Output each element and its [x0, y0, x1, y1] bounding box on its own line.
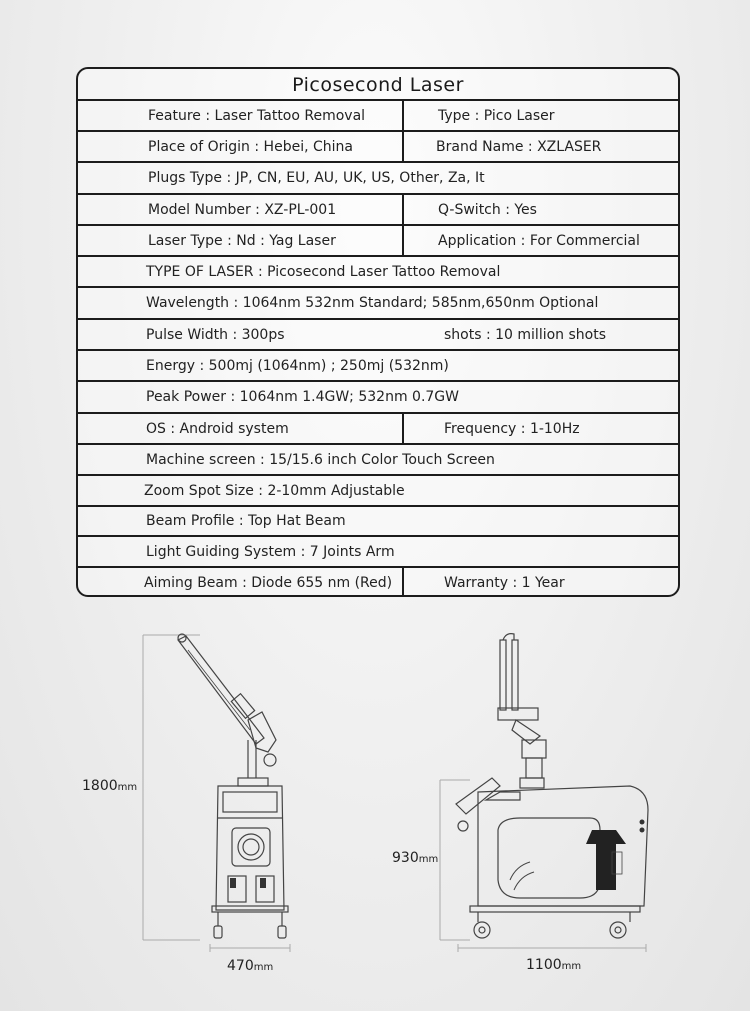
- side-length-label: 1100mm: [526, 957, 582, 973]
- row-cell-right: Q-Switch : Yes: [438, 201, 537, 218]
- row-cell-left: Peak Power : 1064nm 1.4GW; 532nm 0.7GW: [146, 389, 459, 405]
- row-cell-left: Light Guiding System : 7 Joints Arm: [146, 543, 395, 560]
- row-cell-right: Type : Pico Laser: [438, 107, 555, 124]
- row-cell-left: Plugs Type : JP, CN, EU, AU, UK, US, Other, Za, It: [148, 170, 485, 186]
- front-view-drawing: [143, 634, 290, 952]
- row-cell-left: Zoom Spot Size : 2-10mm Adjustable: [144, 482, 405, 499]
- row-cell-left: Aiming Beam : Diode 655 nm (Red): [144, 575, 393, 591]
- table-title: Picosecond Laser: [78, 69, 678, 101]
- side-view-drawing: [440, 634, 648, 952]
- row-cell-right: Application : For Commercial: [438, 232, 640, 249]
- row-cell-left: Model Number : XZ-PL-001: [148, 201, 337, 218]
- side-height-label: 930mm: [392, 850, 439, 866]
- row-cell-right: shots : 10 million shots: [444, 326, 606, 343]
- row-cell-right: Frequency : 1-10Hz: [444, 420, 580, 437]
- row-cell-left: Laser Type : Nd : Yag Laser: [148, 232, 336, 249]
- row-cell-left: TYPE OF LASER : Picosecond Laser Tattoo Removal: [146, 263, 501, 280]
- row-cell-left: Energy : 500mj (1064nm) ; 250mj (532nm): [146, 357, 449, 374]
- front-width-label: 470mm: [227, 958, 274, 974]
- front-height-label: 1800mm: [82, 778, 138, 794]
- row-cell-left: Feature : Laser Tattoo Removal: [148, 107, 366, 124]
- row-cell-left: Pulse Width : 300ps: [146, 326, 285, 343]
- row-cell-left: OS : Android system: [146, 420, 289, 437]
- row-cell-left: Place of Origin : Hebei, China: [148, 138, 353, 155]
- row-cell-right: Brand Name : XZLASER: [436, 138, 602, 155]
- row-cell-right: Warranty : 1 Year: [444, 575, 565, 591]
- row-cell-left: Beam Profile : Top Hat Beam: [146, 513, 346, 529]
- row-cell-left: Machine screen : 15/15.6 inch Color Touch Screen: [146, 451, 495, 468]
- row-cell-left: Wavelength : 1064nm 532nm Standard; 585nm,650nm Optional: [146, 295, 599, 311]
